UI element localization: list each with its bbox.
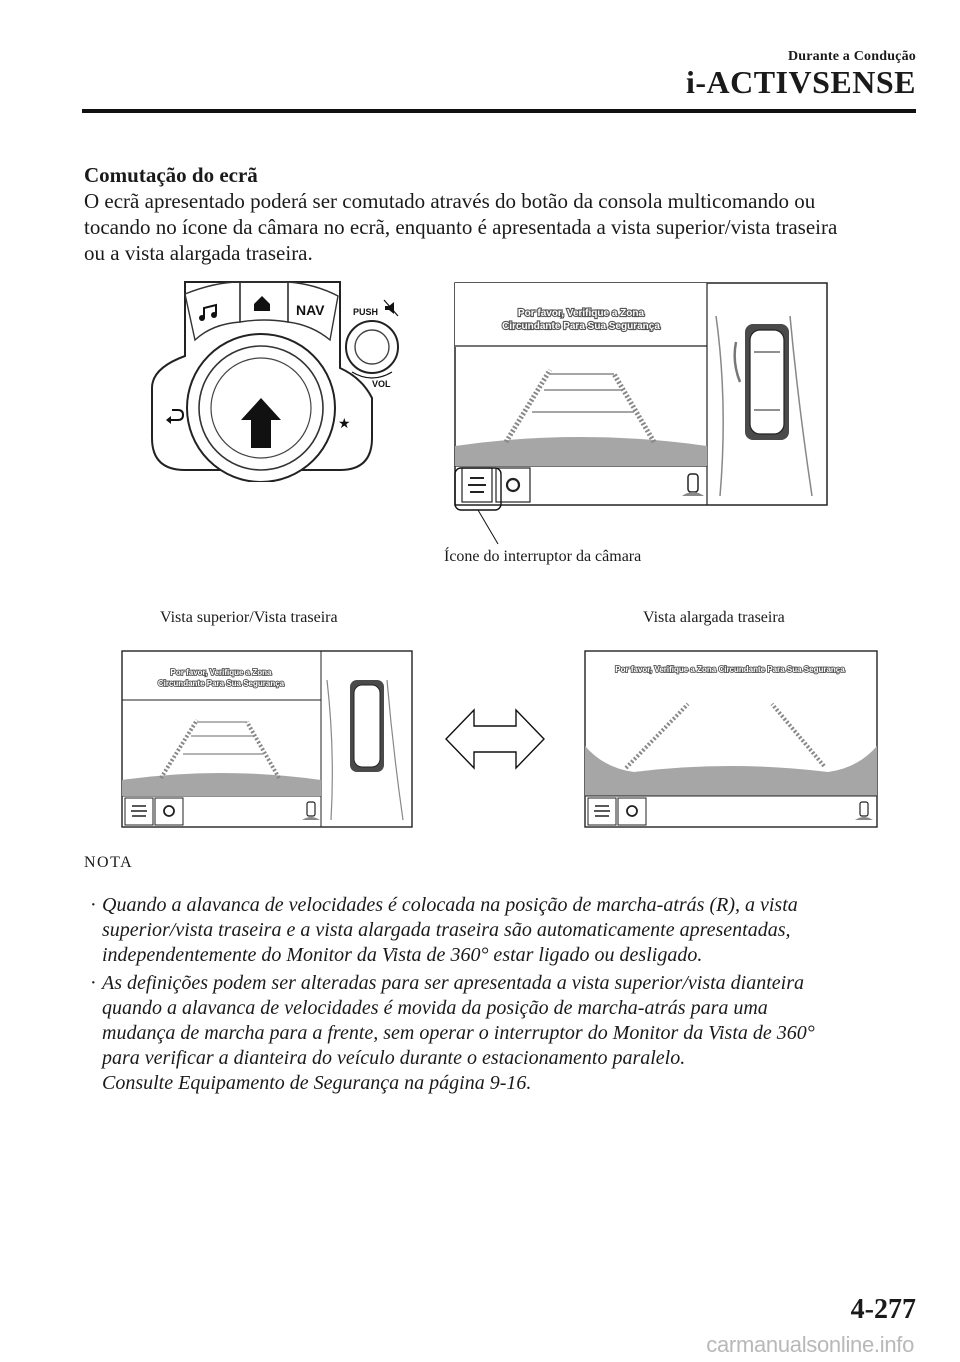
- watermark: carmanualsonline.info: [706, 1332, 914, 1357]
- screen-warning-line2: Circundante Para Sua Segurança: [502, 321, 660, 332]
- display-wide-rear-view: [584, 650, 878, 828]
- screen-warning-single: Por favor, Verifique a Zona Circundante Para Sua Segurança: [615, 665, 845, 674]
- intro-paragraph: [84, 188, 914, 266]
- intro-line: tocando no ícone da câmara no ecrã, enquanto é apresentada a vista superior/vista traseira: [84, 215, 838, 239]
- note-line: Quando a alavanca de velocidades é colocada na posição de marcha-atrás (R), a vista: [102, 894, 798, 916]
- top-rear-view-caption: Vista superior/Vista traseira: [160, 609, 338, 626]
- note-line: independentemente do Monitor da Vista de 360° estar ligado ou desligado.: [102, 944, 703, 966]
- commander-control-illustration: [148, 272, 418, 482]
- note-line: Consulte Equipamento de Segurança na página 9-16.: [102, 1072, 532, 1094]
- note-bullet-item: [90, 971, 920, 1096]
- section-title: Comutação do ecrã: [84, 163, 258, 187]
- header-section-label: Durante a Condução: [787, 49, 916, 64]
- callout-leader-line: [454, 462, 514, 546]
- bullet-marker: ·: [90, 972, 97, 994]
- bullet-marker: ·: [90, 894, 97, 916]
- note-line: As definições podem ser alteradas para ser apresentada a vista superior/vista dianteira: [102, 972, 804, 994]
- camera-icon-caption: Ícone do interruptor da câmara: [444, 548, 642, 565]
- double-arrow-icon: [444, 706, 546, 772]
- header-title: i-ACTIVSENSE: [685, 64, 916, 100]
- vol-label: VOL: [372, 379, 391, 389]
- display-top-rear-view-small: [121, 650, 413, 828]
- note-line: superior/vista traseira e a vista alargada traseira são automaticamente apresentadas,: [102, 919, 791, 941]
- star-icon: ★: [338, 415, 351, 431]
- note-bullet-item: [90, 893, 920, 968]
- intro-line: O ecrã apresentado poderá ser comutado através do botão da consola multicomando ou: [84, 189, 816, 213]
- intro-line: ou a vista alargada traseira.: [84, 241, 313, 265]
- nav-label: NAV: [296, 302, 325, 318]
- mute-icon: [384, 300, 398, 316]
- settings-gear-icon[interactable]: [155, 798, 183, 825]
- camera-switch-icon[interactable]: [588, 798, 616, 825]
- camera-switch-icon[interactable]: [125, 798, 153, 825]
- screen-warning-line1: Por favor, Verifique a Zona: [170, 668, 272, 677]
- screen-warning-line2: Circundante Para Sua Segurança: [157, 679, 285, 688]
- header-divider: [82, 109, 916, 113]
- screen-warning-line1: Por favor, Verifique a Zona: [517, 308, 645, 319]
- note-line: para verificar a dianteira do veículo durante o estacionamento paralelo.: [102, 1047, 686, 1069]
- wide-rear-view-caption: Vista alargada traseira: [643, 609, 785, 626]
- settings-gear-icon[interactable]: [618, 798, 646, 825]
- note-line: mudança de marcha para a frente, sem operar o interruptor do Monitor da Vista de 360°: [102, 1022, 815, 1044]
- page-number: 4-277: [850, 1294, 916, 1325]
- note-heading: NOTA: [84, 854, 134, 871]
- push-label: PUSH: [353, 307, 379, 317]
- note-line: quando a alavanca de velocidades é movida da posição de marcha-atrás para uma: [102, 997, 768, 1019]
